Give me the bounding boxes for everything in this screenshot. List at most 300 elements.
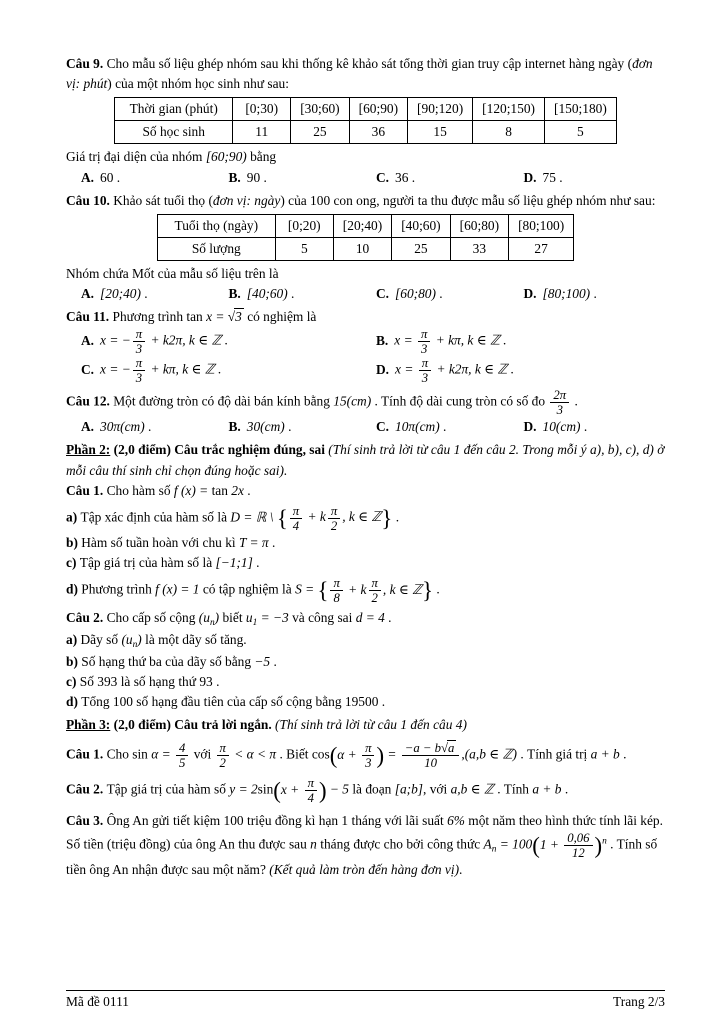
open-bracket: ( bbox=[329, 742, 338, 768]
underlined-heading: Phần 3: bbox=[66, 717, 111, 733]
text: . bbox=[580, 419, 588, 435]
numerator: π bbox=[133, 356, 145, 371]
option-label: A. bbox=[81, 332, 95, 348]
bold-text: Câu 12. bbox=[66, 393, 114, 409]
numerator: 0,06 bbox=[564, 831, 592, 846]
option-label: D. bbox=[523, 169, 537, 185]
math-text: 6% bbox=[447, 813, 465, 829]
text: . Tính số tiền ông An nhận được sau một năm? bbox=[66, 836, 658, 878]
math-text: T = π bbox=[238, 534, 269, 550]
text: là đoạn bbox=[348, 781, 395, 797]
bold-text: Câu 9. bbox=[66, 56, 107, 71]
bold-text: c) bbox=[66, 554, 80, 570]
bold-text: a) bbox=[66, 509, 81, 525]
question-10-table bbox=[157, 214, 574, 261]
math-text: x = − bbox=[100, 361, 131, 377]
math-text: < α < π bbox=[230, 746, 277, 762]
math-text: [a;b] bbox=[394, 781, 424, 797]
table-cell: [0;20) bbox=[275, 214, 333, 237]
math-text: y = 2 bbox=[229, 781, 258, 797]
part-2-heading bbox=[66, 440, 665, 480]
option-label: A. bbox=[81, 169, 95, 185]
part-2-question-1b bbox=[66, 533, 665, 553]
math-text: 10(cm) bbox=[542, 419, 581, 435]
text: . bbox=[252, 554, 260, 570]
square-root bbox=[441, 741, 456, 755]
text: . bbox=[287, 286, 295, 302]
table-cell: Tuổi thọ (ngày) bbox=[157, 214, 275, 237]
text: . Tính giá trị bbox=[516, 746, 591, 762]
text: . bbox=[459, 862, 463, 878]
italic-text: đơn vị: ngày bbox=[212, 192, 281, 208]
numerator: π bbox=[133, 327, 145, 342]
bracketed-expression bbox=[276, 503, 393, 533]
table-cell: [30;60) bbox=[291, 98, 349, 121]
text: biết bbox=[219, 609, 246, 625]
bold-text: Câu 1. bbox=[66, 746, 107, 762]
close-bracket: } bbox=[422, 577, 434, 603]
denominator: 3 bbox=[135, 371, 143, 386]
open-bracket: { bbox=[317, 577, 329, 603]
fraction bbox=[133, 356, 145, 385]
text: 36 . bbox=[395, 169, 416, 185]
question-11-stem bbox=[66, 307, 665, 327]
math-text: ) bbox=[137, 631, 142, 647]
fraction bbox=[176, 741, 188, 770]
math-text: u bbox=[245, 609, 253, 625]
math-text: f (x) = bbox=[173, 482, 212, 498]
table-cell: 25 bbox=[392, 237, 450, 260]
table-cell: 33 bbox=[450, 237, 508, 260]
math-text: (a,b ∈ ℤ) bbox=[464, 746, 517, 762]
radical-sign: √ bbox=[441, 741, 448, 756]
math-function: cos bbox=[311, 746, 330, 762]
answer-option-D bbox=[524, 284, 666, 304]
text: ) của 100 con ong, người ta thu được mẫu số liệu ghép nhóm như sau: bbox=[280, 192, 656, 208]
text: tháng được cho bởi công thức bbox=[316, 836, 484, 852]
option-label: C. bbox=[376, 286, 390, 302]
math-text: [80;100) bbox=[542, 286, 591, 302]
answer-option-C bbox=[81, 356, 370, 385]
answer-option-A bbox=[81, 168, 223, 188]
text: có tập nghiệm là bbox=[199, 581, 296, 597]
superscript: n bbox=[602, 836, 607, 847]
answer-option-A bbox=[81, 327, 370, 356]
math-function: sin bbox=[132, 746, 152, 762]
table-row bbox=[115, 121, 617, 144]
math-text: a + b bbox=[532, 781, 562, 797]
table-cell: 10 bbox=[333, 237, 391, 260]
fraction bbox=[330, 576, 342, 605]
bold-text: Câu 3. bbox=[66, 813, 107, 829]
part-2-question-2a bbox=[66, 630, 665, 652]
math-text: S = bbox=[295, 581, 318, 597]
italic-text: (Thí sinh trả lời từ câu 1 đến câu 2. Trong mỗi ý a), b), c), d) ở mỗi câu thí sinh chỉ chọn đúng hoặc sai). bbox=[66, 442, 665, 478]
text: Khảo sát tuổi thọ ( bbox=[113, 192, 213, 208]
text: . Tính độ dài cung tròn có số đo bbox=[371, 393, 549, 409]
text: . bbox=[284, 419, 292, 435]
math-text: 1 + bbox=[539, 836, 563, 852]
table-cell: [80;100) bbox=[509, 214, 574, 237]
denominator: 3 bbox=[421, 371, 429, 386]
fraction bbox=[133, 327, 145, 356]
subscript: n bbox=[209, 617, 215, 628]
fraction bbox=[217, 741, 229, 770]
denominator: 12 bbox=[572, 846, 585, 861]
text: Ông An gửi tiết kiệm 100 triệu đồng kì hạn 1 tháng với lãi suất bbox=[106, 813, 448, 829]
denominator: 2 bbox=[371, 590, 378, 605]
text: ) của một nhóm học sinh như sau: bbox=[107, 76, 289, 92]
part-3-question-3 bbox=[66, 811, 665, 880]
part-2-question-1-stem bbox=[66, 481, 665, 501]
option-label: B. bbox=[228, 169, 241, 185]
table-cell: 8 bbox=[473, 121, 545, 144]
table-cell: Số lượng bbox=[157, 237, 275, 260]
table-cell: 5 bbox=[275, 237, 333, 260]
denominator: 3 bbox=[135, 342, 143, 357]
part-2-question-2d bbox=[66, 692, 665, 712]
subscript: n bbox=[132, 639, 138, 650]
text: 90 . bbox=[246, 169, 267, 185]
text: . Tính bbox=[493, 781, 533, 797]
denominator: 2 bbox=[330, 518, 338, 533]
fraction bbox=[305, 776, 317, 805]
denominator: 8 bbox=[333, 590, 340, 605]
denominator: 3 bbox=[365, 756, 372, 771]
math-text: + k bbox=[304, 509, 326, 525]
text: . bbox=[140, 286, 148, 302]
math-text: + k2π, k ∈ ℤ . bbox=[147, 332, 229, 348]
denominator bbox=[402, 756, 460, 770]
text: Cho cấp số cộng bbox=[106, 609, 199, 625]
close-bracket: } bbox=[381, 505, 393, 531]
open-bracket: ( bbox=[273, 777, 281, 803]
radical-sign: √ bbox=[227, 309, 236, 325]
table-row bbox=[157, 237, 573, 260]
part-3-question-2 bbox=[66, 776, 665, 805]
italic-text: (Kết quả làm tròn đến hàng đơn vị) bbox=[269, 862, 460, 878]
numerator: 4 bbox=[176, 741, 188, 756]
table-row bbox=[157, 214, 573, 237]
bold-text: b) bbox=[66, 653, 82, 669]
part-2-question-2-stem bbox=[66, 608, 665, 630]
math-text: d = 4 bbox=[355, 609, 385, 625]
numerator: π bbox=[369, 576, 381, 591]
text: Cho mẫu số liệu ghép nhóm sau khi thống kê khảo sát tổng thời gian truy cập internet hàng ngày ( bbox=[106, 56, 633, 71]
math-text: , k ∈ ℤ bbox=[382, 581, 423, 597]
math-text: α = bbox=[151, 746, 174, 762]
text: . bbox=[392, 509, 400, 525]
text: . bbox=[268, 534, 276, 550]
math-text: x = − bbox=[100, 332, 131, 348]
text: Số 393 là số hạng thứ 93 . bbox=[79, 673, 220, 689]
text: . bbox=[561, 781, 569, 797]
math-text: 30π(cm) bbox=[100, 419, 145, 435]
bold-text: c) bbox=[66, 673, 80, 689]
italic-text: đơn vị: phút bbox=[66, 56, 653, 92]
fraction bbox=[369, 576, 381, 605]
numerator: π bbox=[217, 741, 229, 756]
numerator: π bbox=[362, 741, 374, 756]
table-cell: 11 bbox=[233, 121, 291, 144]
question-9-options bbox=[66, 168, 665, 188]
text: . bbox=[571, 393, 578, 409]
denominator: 4 bbox=[307, 791, 314, 806]
math-text: D = ℝ \ bbox=[230, 509, 277, 525]
table-cell: [20;40) bbox=[333, 214, 391, 237]
part-2-question-1c bbox=[66, 553, 665, 573]
text: . bbox=[144, 419, 152, 435]
text: một năm theo hình thức tính lãi kép. Số tiền (triệu đồng) của ông An thu được sau bbox=[66, 813, 663, 852]
question-12-options bbox=[66, 417, 665, 437]
open-bracket: ( bbox=[532, 833, 540, 859]
document-content bbox=[66, 54, 665, 880]
math-text: + k2π, k ∈ ℤ . bbox=[433, 361, 515, 377]
bold-text: (2,0 điểm) Câu trắc nghiệm đúng, sai bbox=[110, 442, 329, 458]
fraction bbox=[550, 388, 569, 417]
text: Số hạng thứ ba của dãy số bằng bbox=[81, 653, 255, 669]
math-text: x = bbox=[394, 332, 416, 348]
math-text: α + bbox=[337, 746, 361, 762]
text: là một dãy số tăng. bbox=[141, 631, 247, 647]
text: 60 . bbox=[100, 169, 121, 185]
text: Phương trình bbox=[112, 309, 187, 325]
numerator: π bbox=[290, 504, 302, 519]
numerator: π bbox=[305, 776, 317, 791]
option-label: B. bbox=[376, 332, 389, 348]
table-cell: [150;180) bbox=[544, 98, 616, 121]
subscript: 1 bbox=[252, 617, 258, 628]
table-cell: [40;60) bbox=[392, 214, 450, 237]
math-function: tan bbox=[186, 309, 207, 325]
text: Tập giá trị của hàm số bbox=[106, 781, 230, 797]
fraction bbox=[362, 741, 374, 770]
math-text: , k ∈ ℤ bbox=[342, 509, 382, 525]
fraction bbox=[290, 504, 302, 533]
text: có nghiệm là bbox=[243, 309, 317, 325]
bold-text: (2,0 điểm) Câu trả lời ngắn. bbox=[110, 717, 276, 733]
table-cell: [60;80) bbox=[450, 214, 508, 237]
text: . bbox=[384, 609, 392, 625]
question-10-stem bbox=[66, 191, 665, 211]
fraction bbox=[419, 356, 431, 385]
math-text: − 5 bbox=[326, 781, 349, 797]
math-text: 10π(cm) bbox=[395, 419, 440, 435]
text: Tập xác định của hàm số là bbox=[80, 509, 231, 525]
table-cell: [120;150) bbox=[473, 98, 545, 121]
bracketed-expression bbox=[273, 776, 327, 806]
text: . bbox=[243, 482, 251, 498]
denominator: 2 bbox=[219, 756, 226, 771]
table-cell: 36 bbox=[349, 121, 407, 144]
bold-text: Câu 10. bbox=[66, 192, 114, 208]
text: 3 bbox=[235, 309, 242, 325]
math-text: + k bbox=[344, 581, 367, 597]
part-2-question-1d bbox=[66, 576, 665, 605]
text: 75 . bbox=[542, 169, 563, 185]
option-label: D. bbox=[523, 286, 537, 302]
text: . bbox=[270, 653, 277, 669]
math-text: x = bbox=[395, 361, 417, 377]
bold-text: a) bbox=[66, 631, 81, 647]
fraction bbox=[402, 741, 460, 770]
denominator: 5 bbox=[178, 756, 186, 771]
answer-option-B bbox=[229, 417, 371, 437]
table-cell: [90;120) bbox=[408, 98, 473, 121]
numerator: π bbox=[418, 327, 430, 342]
text: Một đường tròn có độ dài bán kính bằng bbox=[113, 393, 334, 409]
text: . bbox=[439, 419, 447, 435]
text: . Biết bbox=[276, 746, 312, 762]
text: Phương trình bbox=[81, 581, 156, 597]
bold-text: Câu 1. bbox=[66, 482, 107, 498]
open-bracket: { bbox=[276, 505, 288, 531]
math-text: [−1;1] bbox=[215, 554, 253, 570]
question-9-table bbox=[114, 97, 617, 144]
text: , với bbox=[423, 781, 451, 797]
math-text: x + bbox=[280, 781, 303, 797]
answer-option-B bbox=[376, 327, 665, 356]
answer-option-C bbox=[376, 417, 518, 437]
text: bằng bbox=[246, 149, 277, 165]
text: Tổng 100 số hạng đầu tiên của cấp số cộng bằng 19500 . bbox=[81, 693, 386, 709]
answer-option-D bbox=[376, 356, 665, 385]
math-text: a bbox=[448, 741, 455, 756]
page-footer bbox=[66, 990, 665, 1010]
answer-option-C bbox=[376, 284, 518, 304]
math-text: n bbox=[310, 836, 317, 852]
table-cell: [60;90) bbox=[349, 98, 407, 121]
text: Tập giá trị của hàm số là bbox=[79, 554, 216, 570]
part-3-question-1 bbox=[66, 741, 665, 770]
table-cell: 25 bbox=[291, 121, 349, 144]
text: . bbox=[590, 286, 597, 302]
text: 10 bbox=[424, 756, 437, 771]
part-2-question-2b bbox=[66, 652, 665, 672]
math-text: a,b ∈ ℤ bbox=[450, 781, 494, 797]
exam-code: Mã đề 0111 bbox=[66, 994, 129, 1009]
math-text: ) bbox=[214, 609, 220, 625]
text: Nhóm chứa Mốt của mẫu số liệu trên là bbox=[66, 265, 279, 281]
math-text: (u bbox=[198, 609, 210, 625]
math-function: sin bbox=[257, 781, 274, 797]
bold-text: d) bbox=[66, 693, 82, 709]
numerator: π bbox=[419, 356, 431, 371]
underlined-heading: Phần 2: bbox=[66, 442, 111, 458]
numerator: 2π bbox=[550, 388, 569, 403]
part-2-question-2c bbox=[66, 672, 665, 692]
math-text: [60;90) bbox=[205, 149, 247, 165]
bracketed-expression bbox=[329, 741, 385, 771]
close-bracket: ) bbox=[594, 833, 603, 859]
math-text: A bbox=[483, 836, 492, 852]
text: và công sai bbox=[288, 609, 356, 625]
option-label: C. bbox=[376, 169, 390, 185]
math-text: = −3 bbox=[257, 609, 289, 625]
close-bracket: ) bbox=[318, 777, 327, 803]
bold-text: Câu 11. bbox=[66, 309, 113, 325]
math-text: 2x bbox=[231, 482, 244, 498]
option-label: B. bbox=[228, 286, 241, 302]
fraction bbox=[564, 831, 592, 860]
table-cell: Thời gian (phút) bbox=[115, 98, 233, 121]
option-label: C. bbox=[376, 419, 390, 435]
question-10-prompt bbox=[66, 264, 665, 284]
option-label: C. bbox=[81, 361, 95, 377]
option-label: A. bbox=[81, 419, 95, 435]
text: Giá trị đại diện của nhóm bbox=[66, 149, 206, 165]
math-text: + kπ, k ∈ ℤ . bbox=[432, 332, 507, 348]
option-label: A. bbox=[81, 286, 95, 302]
text: . bbox=[435, 286, 443, 302]
answer-option-A bbox=[81, 284, 223, 304]
option-label: D. bbox=[523, 419, 537, 435]
numerator: π bbox=[330, 576, 342, 591]
answer-option-C bbox=[376, 168, 518, 188]
question-9-prompt bbox=[66, 147, 665, 167]
math-text: (u bbox=[121, 631, 133, 647]
text: Dãy số bbox=[80, 631, 122, 647]
math-text: = bbox=[384, 746, 400, 762]
numerator: π bbox=[328, 504, 340, 519]
text: Cho bbox=[106, 746, 133, 762]
answer-option-B bbox=[229, 168, 371, 188]
text: với bbox=[190, 746, 215, 762]
close-bracket: ) bbox=[376, 742, 385, 768]
math-text: + kπ, k ∈ ℤ . bbox=[147, 361, 222, 377]
math-text: [20;40) bbox=[100, 286, 141, 302]
answer-option-A bbox=[81, 417, 223, 437]
text: . bbox=[433, 581, 440, 597]
text: , bbox=[461, 746, 465, 762]
question-10-options bbox=[66, 284, 665, 304]
math-text: −a − b bbox=[404, 741, 442, 756]
math-text: x = bbox=[206, 309, 228, 325]
bold-text: Câu 2. bbox=[66, 609, 107, 625]
question-9-stem bbox=[66, 54, 665, 94]
answer-option-B bbox=[229, 284, 371, 304]
bold-text: d) bbox=[66, 581, 82, 597]
bold-text: b) bbox=[66, 534, 82, 550]
table-cell: Số học sinh bbox=[115, 121, 233, 144]
math-text: f (x) = 1 bbox=[155, 581, 200, 597]
text: Cho hàm số bbox=[106, 482, 174, 498]
subscript: n bbox=[491, 844, 497, 855]
question-11-options bbox=[66, 327, 665, 385]
option-label: D. bbox=[376, 361, 390, 377]
page-number: Trang 2/3 bbox=[613, 994, 665, 1009]
denominator: 3 bbox=[420, 342, 428, 357]
table-row bbox=[115, 98, 617, 121]
math-text: 15(cm) bbox=[333, 393, 372, 409]
part-3-heading bbox=[66, 715, 665, 735]
answer-option-D bbox=[524, 417, 666, 437]
denominator: 4 bbox=[292, 518, 300, 533]
part-2-question-1a bbox=[66, 504, 665, 533]
numerator bbox=[402, 741, 460, 756]
table-cell: [0;30) bbox=[233, 98, 291, 121]
math-function: tan bbox=[211, 482, 232, 498]
question-12-stem bbox=[66, 388, 665, 417]
table-cell: 5 bbox=[544, 121, 616, 144]
fraction bbox=[418, 327, 430, 356]
math-text: 30(cm) bbox=[246, 419, 285, 435]
answer-option-D bbox=[524, 168, 666, 188]
bracketed-expression bbox=[532, 831, 603, 861]
math-text: a + b bbox=[590, 746, 620, 762]
denominator: 3 bbox=[556, 403, 563, 418]
option-label: B. bbox=[228, 419, 241, 435]
